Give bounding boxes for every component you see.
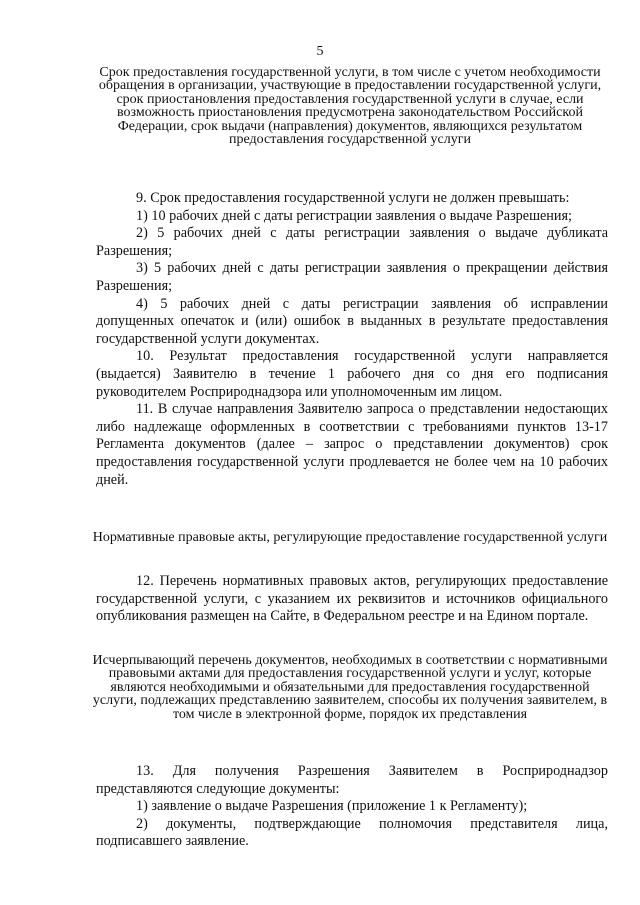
paragraph-9-item-2: 2) 5 рабочих дней с даты регистрации заявления о выдаче дубликата Разрешения; (96, 225, 608, 259)
section-heading-documents: Исчерпывающий перечень документов, необходимых в соответствии с нормативными правовыми актами для предоставления государственной услуги и услуг, которые являются необходимыми и обязательными для предоставления государственной услуги, подлежащих представлению заявителем, способы их получения заявителем, в том числе в электронной форме, порядок их представления (92, 653, 608, 722)
paragraph-9-item-4: 4) 5 рабочих дней с даты регистрации заявления об исправлении допущенных опечаток и (или) ошибок в выданных в результате предоставления государственной услуги документах. (96, 295, 608, 347)
paragraph-11: 11. В случае направления Заявителю запроса о представлении недостающих либо надлежаще оформленных в соответствии с требованиями пунктов 13-17 Регламента документов (далее – запрос о представлении документов) срок предоставления государственной услуги продлевается не более чем на 10 рабочих дней. (96, 401, 608, 488)
page-number: 5 (316, 44, 324, 59)
paragraph-13-item-1: 1) заявление о выдаче Разрешения (приложение 1 к Регламенту); (136, 798, 528, 815)
section-heading-deadline: Срок предоставления государственной услуги, в том числе с учетом необходимости обращения в организации, участвующие в предоставлении государственной услуги, срок приостановления предоставления государственной услуги в случае, если возможность приостановления предусмотрена законодательством Российской Федерации, срок выдачи (направления) документов, являющихся результатом предоставления государственной услуги (98, 65, 602, 148)
paragraph-13-item-2: 2) документы, подтверждающие полномочия представителя лица, подписавшего заявление. (96, 815, 608, 850)
paragraph-12: 12. Перечень нормативных правовых актов, регулирующих предоставление государственной услуги, с указанием их реквизитов и источников официального опубликования размещен на Сайте, в Федеральном реестре и на Едином портале. (96, 573, 608, 625)
paragraph-10: 10. Результат предоставления государственной услуги направляется (выдается) Заявителю в течение 1 рабочего дня со дня его подписания руководителем Росприроднадзора или уполномоченным им лицом. (96, 348, 608, 400)
paragraph-9-item-1: 1) 10 рабочих дней с даты регистрации заявления о выдаче Разрешения; (136, 207, 572, 224)
paragraph-9-item-3: 3) 5 рабочих дней с даты регистрации заявления о прекращении действия Разрешения; (96, 260, 608, 294)
deadline-section (96, 190, 608, 489)
paragraph-13: 13. Для получения Разрешения Заявителем в Росприроднадзор представляются следующие документы: (96, 763, 608, 797)
section-heading-legal-acts: Нормативные правовые акты, регулирующие предоставление государственной услуги (92, 530, 608, 545)
documents-section (96, 763, 608, 851)
paragraph-9: 9. Срок предоставления государственной услуги не должен превышать: (136, 190, 570, 206)
legal-acts-section (96, 573, 608, 626)
